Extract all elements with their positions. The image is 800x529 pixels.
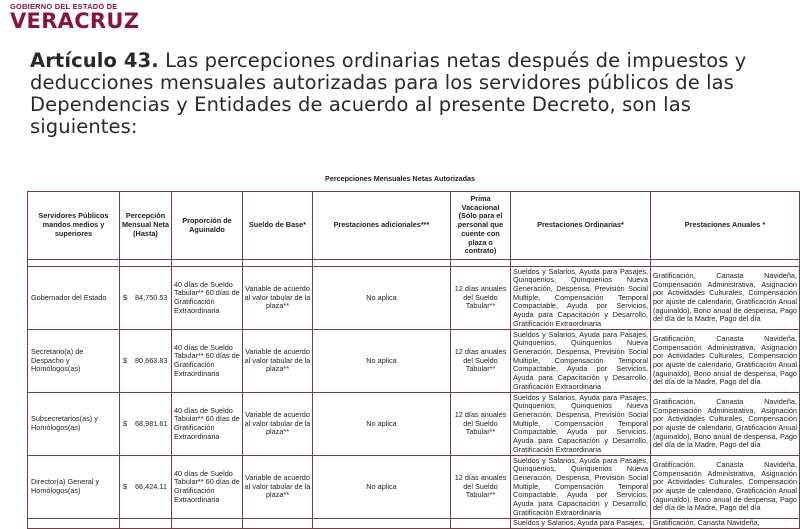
table-title: Percepciones Mensuales Netas Autorizadas <box>325 174 475 183</box>
header-anuales: Prestaciones Anuales * <box>651 192 800 260</box>
header-adicionales: Prestaciones adicionales*** <box>313 192 451 260</box>
cell-aguinaldo: 40 días de Sueldo Tabular** 60 días de Gratificación Extraordinaria <box>172 456 243 519</box>
table-row <box>28 456 800 519</box>
cell-servidor: Director(a) General y Homólogos(as) <box>28 456 120 519</box>
header-prima: Prima Vacacional (Sólo para el personal que cuente con plaza o contrato) <box>451 192 511 260</box>
cell-percepcion <box>120 456 172 519</box>
table-header-row <box>28 192 800 260</box>
cell-percepcion <box>120 330 172 393</box>
cell-sueldo: Variable de acuerdo al valor tabular de la plaza** <box>243 330 313 393</box>
table-row <box>28 330 800 393</box>
state-logo <box>10 3 139 31</box>
cell-prima: 12 días anuales del Sueldo Tabular** <box>451 456 511 519</box>
cell-percepcion <box>120 393 172 456</box>
amount-value: 80,663.83 <box>135 355 168 365</box>
cell-prima: 12 días anuales del Sueldo Tabular** <box>451 393 511 456</box>
logo-caption: GOBIERNO DEL ESTADO DE <box>10 2 118 11</box>
currency-symbol: $ <box>123 481 128 491</box>
amount-value: 84,750.53 <box>135 292 168 302</box>
percepciones-table <box>27 191 800 529</box>
table-row-partial <box>28 519 800 529</box>
cell-anuales: Gratificación, Canasta Navideña, Compensación Administrativa, Asignación por Actividades Culturales, Compensación por ajuste de calendario, Gratificación Anual (aguinaldo), Bono anual de despensa, Pago del día de la Madre, Pago del día <box>651 330 800 393</box>
amount-value: 68,981.61 <box>135 418 168 428</box>
currency-symbol: $ <box>123 355 128 365</box>
header-sueldo: Sueldo de Base* <box>243 192 313 260</box>
header-aguinaldo: Proporción de Aguinaldo <box>172 192 243 260</box>
article-paragraph <box>30 50 790 138</box>
cell-anuales: Gratificación, Canasta Navideña, Compensación Administrativa, Asignación por Actividades Culturales, Compensación por ajuste de calendario, Gratificación Anual (aguinaldo), Bono anual de despensa, Pago del día de la Madre, Pago del día <box>651 393 800 456</box>
cell-adicionales: No aplica <box>313 456 451 519</box>
header-ordinarias: Prestaciones Ordinarias* <box>511 192 651 260</box>
cell-anuales: Gratificación, Canasta Navideña, <box>651 519 800 529</box>
cell-adicionales: No aplica <box>313 267 451 330</box>
cell-ordinarias: Sueldos y Salarios, Ayuda para Pasajes, <box>511 519 651 529</box>
amount-value: 66,424.11 <box>135 481 167 491</box>
cell-sueldo: Variable de acuerdo al valor tabular de la plaza** <box>243 267 313 330</box>
cell-ordinarias: Sueldos y Salarios, Ayuda para Pasajes, Quinquenios, Quinquenios Nueva Generación, Despensa, Previsión Social Multiple, Compensación Temporal Compactable, Ayuda por Servicios, Ayuda para Capacitación y Desarrollo, Gratificación Extraordinaria <box>511 267 651 330</box>
cell-servidor: Secretario(a) de Despacho y Homólogos(as) <box>28 330 120 393</box>
header-percepcion: Percepción Mensual Neta (Hasta) <box>120 192 172 260</box>
cell-anuales: Gratificación, Canasta Navideña, Compensación Administrativa, Asignación por Actividades Culturales, Compensación por ajuste de calendario, Gratificación Anual (aguinaldo), Bono anual de despensa, Pago del día de la Madre, Pago del día <box>651 456 800 519</box>
cell-ordinarias: Sueldos y Salarios, Ayuda para Pasajes, Quinquenios, Quinquenios Nueva Generación, Despensa, Previsión Social Multiple, Compensación Temporal Compactable, Ayuda por Servicios, Ayuda para Capacitación y Desarrollo, Gratificación Extraordinaria <box>511 330 651 393</box>
article-label: Artículo 43. <box>30 49 159 72</box>
cell-sueldo: Variable de acuerdo al valor tabular de la plaza** <box>243 393 313 456</box>
cell-sueldo: Variable de acuerdo al valor tabular de la plaza** <box>243 456 313 519</box>
cell-anuales: Gratificación, Canasta Navideña, Compensación Administrativa, Asignación por Actividades Culturales, Compensación por ajuste de calendario, Gratificación Anual (aguinaldo), Bono anual de despensa, Pago del día de la Madre, Pago del día <box>651 267 800 330</box>
cell-ordinarias: Sueldos y Salarios, Ayuda para Pasajes, Quinquenios, Quinquenios Nueva Generación, Despensa, Previsión Social Multiple, Compensación Temporal Compactable, Ayuda por Servicios, Ayuda para Capacitación y Desarrollo, Gratificación Extraordinaria <box>511 393 651 456</box>
article-text: Las percepciones ordinarias netas después de impuestos y deducciones mensuales autorizadas para los servidores públicos de las Dependencias y Entidades de acuerdo al presente Decreto, son las siguientes: <box>30 49 747 138</box>
cell-adicionales: No aplica <box>313 393 451 456</box>
currency-symbol: $ <box>123 418 128 428</box>
table-row <box>28 267 800 330</box>
cell-ordinarias: Sueldos y Salarios, Ayuda para Pasajes, Quinquenios, Quinquenios Nueva Generación, Despensa, Previsión Social Multiple, Compensación Temporal Compactable, Ayuda por Servicios, Ayuda para Capacitación y Desarrollo, Gratificación Extraordinaria <box>511 456 651 519</box>
cell-aguinaldo: 40 días de Sueldo Tabular** 60 días de Gratificación Extraordinaria <box>172 393 243 456</box>
cell-servidor: Subsecretarios(as) y Homólogos(as) <box>28 393 120 456</box>
cell-adicionales: No aplica <box>313 330 451 393</box>
cell-aguinaldo: 40 días de Sueldo Tabular** 60 días de Gratificación Extraordinaria <box>172 330 243 393</box>
cell-prima: 12 días anuales del Sueldo Tabular** <box>451 267 511 330</box>
table-spacer-row <box>28 260 800 267</box>
cell-servidor: Gobernador del Estado <box>28 267 120 330</box>
header-servidores: Servidores Públicos mandos medios y superiores <box>28 192 120 260</box>
logo-wordmark: VERACRUZ <box>10 9 140 33</box>
cell-aguinaldo: 40 días de Sueldo Tabular** 60 días de Gratificación Extraordinaria <box>172 267 243 330</box>
cell-prima: 12 días anuales del Sueldo Tabular** <box>451 330 511 393</box>
table-row <box>28 393 800 456</box>
cell-percepcion <box>120 267 172 330</box>
currency-symbol: $ <box>123 292 128 302</box>
